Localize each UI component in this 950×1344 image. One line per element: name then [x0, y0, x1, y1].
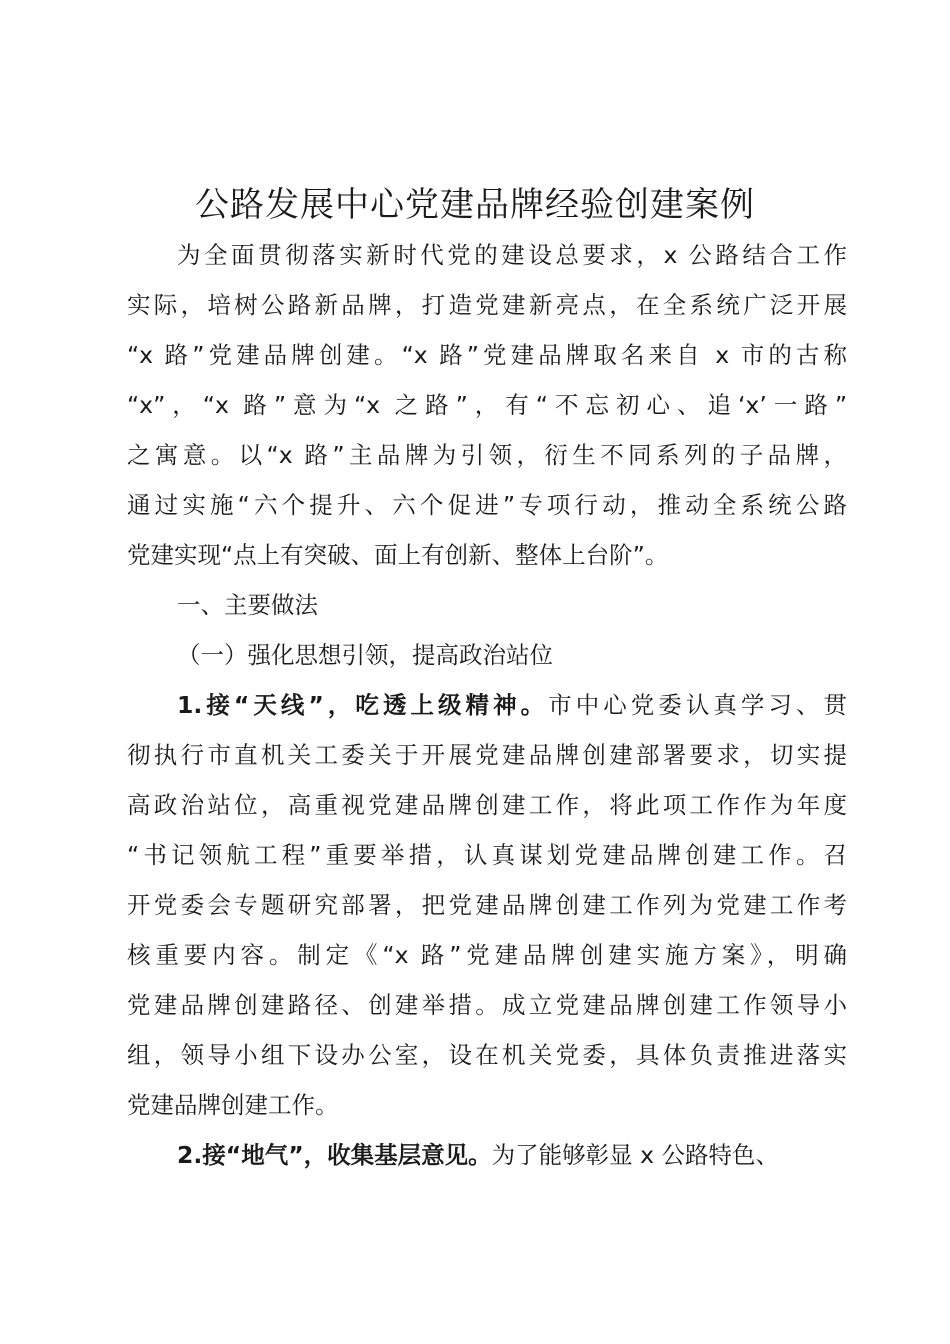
- paragraph-line: 实际，培树公路新品牌，打造党建新亮点，在全系统广泛开展: [127, 291, 847, 319]
- paragraph-line: 高政治站位，高重视党建品牌创建工作，将此项工作作为年度: [127, 791, 847, 819]
- item-2-first-line: [177, 1130, 847, 1180]
- paragraph-line: 党建实现“点上有突破、面上有创新、整体上台阶”。: [127, 541, 669, 569]
- item-1-text: 市中心党委认真学习、贯: [548, 691, 848, 719]
- paragraph-line: “x 路”党建品牌创建。“x 路”党建品牌取名来自 x 市的古称: [127, 341, 847, 369]
- item-1-lead: 1.接“天线”，吃透上级精神。: [177, 691, 549, 719]
- paragraph-line: “书记领航工程”重要举措，认真谋划党建品牌创建工作。召: [127, 841, 847, 869]
- subsection-heading: （一）强化思想引领，提高政治站位: [177, 641, 553, 669]
- paragraph-line: 通过实施“六个提升、六个促进”专项行动，推动全系统公路: [127, 491, 847, 519]
- paragraph-line: 开党委会专题研究部署，把党建品牌创建工作列为党建工作考: [127, 891, 847, 919]
- document-title: 公路发展中心党建品牌经验创建案例: [195, 185, 755, 225]
- item-2-text: 为了能够彰显 x 公路特色、: [491, 1141, 780, 1169]
- section-heading: 一、主要做法: [177, 591, 318, 619]
- paragraph-line: 之寓意。以“x 路”主品牌为引领，衍生不同系列的子品牌，: [127, 441, 847, 469]
- paragraph-line: 核重要内容。制定《“x 路”党建品牌创建实施方案》，明确: [127, 941, 847, 969]
- paragraph-line: 组，领导小组下设办公室，设在机关党委，具体负责推进落实: [127, 1041, 847, 1069]
- paragraph-line: 党建品牌创建工作。: [127, 1091, 339, 1119]
- item-1-first-line: [177, 680, 847, 730]
- paragraph-line: 党建品牌创建路径、创建举措。成立党建品牌创建工作领导小: [127, 991, 847, 1019]
- paragraph-line: 彻执行市直机关工委关于开展党建品牌创建部署要求，切实提: [127, 741, 847, 769]
- item-2-lead: 2.接“地气”，收集基层意见。: [177, 1141, 492, 1169]
- paragraph-line: 为全面贯彻落实新时代党的建设总要求，x 公路结合工作: [177, 241, 847, 269]
- paragraph-line: “x”，“x 路”意为“x 之路”，有“不忘初心、追‘x’一路”: [127, 391, 847, 419]
